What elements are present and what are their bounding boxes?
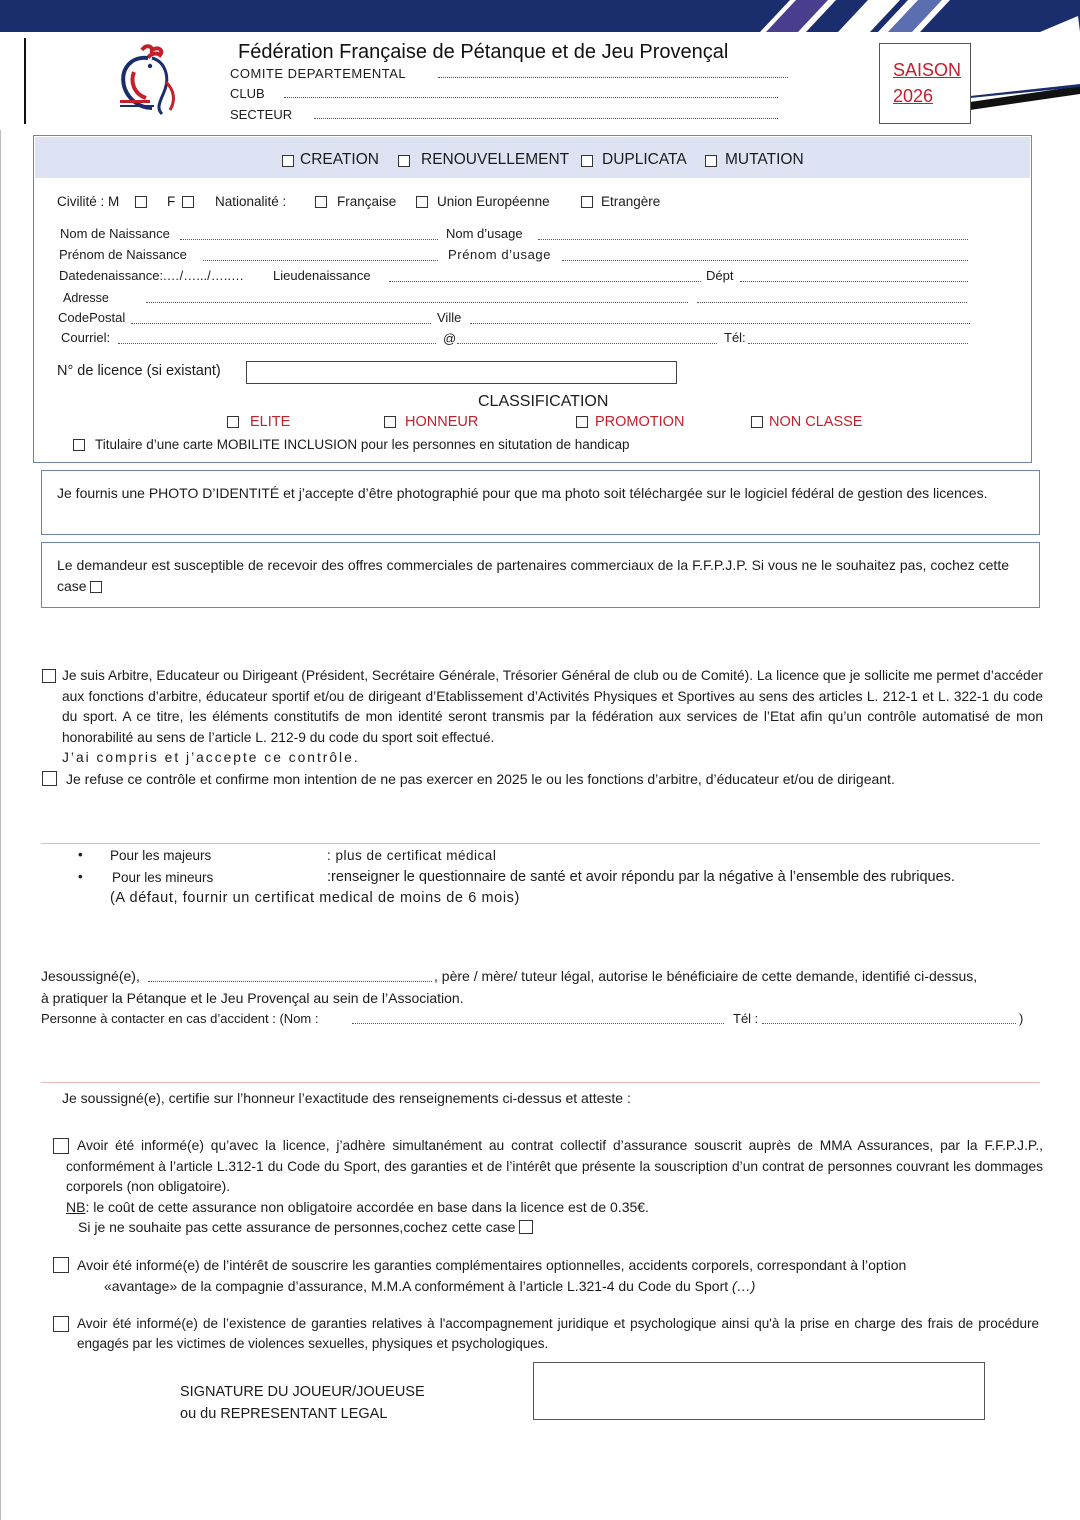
city-label: Ville [437,310,462,325]
identity-form [33,135,1032,463]
birth-name-label: Nom de Naissance [60,226,170,241]
non-classe-label: NON CLASSE [769,414,863,430]
adults-label: Pour les majeurs [110,848,212,863]
honneur-checkbox[interactable] [384,416,396,428]
contact-tel-label: Tél : [733,1011,759,1026]
minors-label: Pour les mineurs [112,870,214,885]
guardian-suffix: , père / mère/ tuteur légal, autorise le bénéficiaire de cette demande, identifié ci-dessus, [434,968,978,984]
optional-text-2-end: (…) [732,1278,756,1294]
nationality-foreign-label: Etrangère [601,194,661,209]
mutation-checkbox[interactable] [705,155,717,167]
guardian-line2: à pratiquer la Pétanque et le Jeu Provençal au sein de l’Association. [41,990,464,1006]
divider-medical [41,843,1040,844]
civility-female-label: F [167,194,176,209]
adults-bullet: • [78,847,83,862]
elite-label: ELITE [250,414,291,430]
email-at: @ [443,331,457,346]
nationality-eu-checkbox[interactable] [416,196,428,208]
club-label: CLUB [230,86,265,101]
elite-checkbox[interactable] [227,416,239,428]
sector-label: SECTEUR [230,107,293,122]
legal-checkbox[interactable] [53,1316,69,1332]
optional-text: Avoir été informé(e) de l’intérêt de souscrire les garanties complémentaires optionnelles, accidents corporels, correspondant à l’option [77,1257,907,1273]
birth-firstname-label: Prénom de Naissance [59,247,187,262]
civility-label: Civilité : M [57,194,120,209]
nb-label: NB [66,1199,86,1215]
city-field[interactable] [470,323,970,324]
birth-name-field[interactable] [180,239,438,240]
refuse-text: Je refuse ce contrôle et confirme mon intention de ne pas exercer en 2025 le ou les fonctions d’arbitre, d’éducateur et/ou de dirigeant. [66,771,895,787]
legal-text: Avoir été informé(e) de l’existence de garanties relatives à l'accompagnement juridique et psychologique ainsi qu'à la prise en charge des frais de procédure engagés par les victimes de violences sexuelles, physiques et psychologiques. [77,1316,1039,1351]
nationality-eu-label: Union Européenne [437,194,550,209]
left-rule [24,38,26,124]
usage-name-label: Nom d’usage [446,226,523,241]
promotion-label: PROMOTION [595,414,685,430]
email-domain-field[interactable] [457,343,717,344]
duplicate-checkbox[interactable] [581,155,593,167]
optional-checkbox[interactable] [53,1257,69,1273]
guardian-name-field[interactable] [148,981,432,982]
insurance-optout-line [78,1219,533,1235]
federation-title: Fédération Française de Pétanque et de Jeu Provençal [238,41,729,63]
optional-text-2-main: «avantage» de la compagnie d’assurance, M.M.A conformément à l’article L.321-4 du Code du Sport [104,1278,729,1294]
renewal-checkbox[interactable] [398,155,410,167]
commercial-notice-sentence: Le demandeur est susceptible de recevoir des offres commerciales de partenaires commerciaux de la F.F.P.J.P. Si vous ne le souhaitez pas, cochez cette case [57,557,1009,594]
guardian-prefix: Jesoussigné(e), [41,968,140,984]
birth-place-field[interactable] [389,281,701,282]
nationality-foreign-checkbox[interactable] [581,196,593,208]
address-field-2[interactable] [697,302,967,303]
postal-code-label: CodePostal [58,310,126,325]
rooster-logo-icon [112,42,187,120]
committee-field[interactable] [438,77,788,78]
creation-checkbox[interactable] [282,155,294,167]
season-label: SAISON [893,60,962,80]
referee-text: Je suis Arbitre, Educateur ou Dirigeant (Président, Secrétaire Générale, Trésorier Général de club ou de Comité). La licence que je sollicite me permet d’accéder aux fonctions d’arbitre, éducateur sportif et/ou de dirigeant d’Etablissement d’Activités Physiques et Sportives au sens des articles L. 212-1 et L. 322-1 du code du sport. A ce titre, les éléments constitutifs de mon identité seront transmis par la fédération aux services de l’Etat afin qu’un contrôle automatisé de mon honorabilité au sens de l’article L. 212-9 du code du sport soit effectué. [62,668,1043,745]
nb-line [66,1199,649,1215]
dept-label: Dépt [706,268,734,283]
season-box [879,43,971,124]
optional-text-2 [104,1278,755,1294]
referee-accept: J’ai compris et j’accepte ce contrôle. [62,750,360,765]
insurance-text: Avoir été informé(e) qu’avec la licence, j’adhère simultanément au contrat collectif d’assurance souscrit auprès de MMA Assurances, par la F.F.P.J.P., conformément à l’article L.312-1 du Code du Sport, des garanties et de l’intérêt que présente la souscription d’un contrat de personnes couvrant les dommages corporels (non obligatoire). [66,1138,1043,1194]
minors-bullet: • [78,869,83,884]
creation-label: CREATION [300,151,379,168]
mobility-label: Titulaire d’une carte MOBILITE INCLUSION pour les personnes en situtation de handicap [95,437,630,452]
nationality-french-label: Française [337,194,397,209]
medical-note: (A défaut, fournir un certificat medical de moins de 6 mois) [110,890,520,906]
dept-field[interactable] [740,281,968,282]
referee-checkbox[interactable] [42,669,56,683]
photo-notice-text: Je fournis une PHOTO D’IDENTITÉ et j’accepte d’être photographié pour que ma photo soit téléchargée sur le logiciel fédéral de gestion des licences. [57,485,988,501]
contact-end: ) [1019,1011,1024,1026]
certify-intro: Je soussigné(e), certifie sur l’honneur l’exactitude des renseignements ci-dessus et atteste : [62,1090,631,1106]
contact-tel-field[interactable] [762,1023,1016,1024]
address-field-1[interactable] [146,302,688,303]
birth-place-label: Lieudenaissance [273,268,371,283]
commercial-optout-checkbox[interactable] [90,581,102,593]
minors-value: :renseigner le questionnaire de santé et avoir répondu par la négative à l’ensemble des rubriques. [327,869,955,885]
committee-label: COMITE DEPARTEMENTAL [230,66,407,81]
usage-firstname-label: Prénom d’usage [448,247,552,262]
email-user-field[interactable] [118,343,436,344]
divider-certify [41,1082,1040,1083]
insurance-optout-text: Si je ne souhaite pas cette assurance de personnes,cochez cette case [78,1219,516,1235]
civility-female-checkbox[interactable] [182,196,194,208]
nb-text: : le coût de cette assurance non obligatoire accordée en base dans la licence est de 0.35€. [85,1199,649,1215]
non-classe-checkbox[interactable] [751,416,763,428]
classification-title: CLASSIFICATION [478,393,609,410]
civility-male-checkbox[interactable] [135,196,147,208]
duplicate-label: DUPLICATA [602,151,687,168]
contact-name-field[interactable] [352,1023,724,1024]
adults-value: : plus de certificat médical [327,848,497,863]
right-swoosh [970,84,1080,118]
email-label: Courriel: [61,330,111,345]
commercial-notice-text [57,555,1009,597]
postal-code-field[interactable] [131,323,431,324]
phone-field[interactable] [748,343,968,344]
phone-label: Tél: [724,330,746,345]
season-year: 2026 [893,86,934,106]
birth-date-field[interactable]: Datedenaissance:.…/….../…..… [59,268,244,283]
usage-name-field[interactable] [538,239,968,240]
mutation-label: MUTATION [725,151,804,168]
mobility-checkbox[interactable] [73,439,85,451]
nationality-label: Nationalité : [215,194,287,209]
usage-firstname-field[interactable] [562,260,968,261]
honneur-label: HONNEUR [405,414,479,430]
renewal-label: RENOUVELLEMENT [421,151,570,168]
club-field[interactable] [284,97,778,98]
page-left-edge [0,130,1,1520]
nationality-french-checkbox[interactable] [315,196,327,208]
signature-line2: ou du REPRESENTANT LEGAL [180,1406,388,1422]
licence-label: N° de licence (si existant) [57,363,221,379]
licence-input[interactable] [246,361,677,384]
signature-box[interactable] [533,1362,985,1420]
birth-firstname-field[interactable] [203,260,438,261]
banner-decoration [750,0,1080,34]
insurance-optout-checkbox[interactable] [519,1220,533,1234]
sector-field[interactable] [314,118,778,119]
contact-label: Personne à contacter en cas d’accident : (Nom : [41,1011,319,1026]
refuse-checkbox[interactable] [42,771,57,786]
promotion-checkbox[interactable] [576,416,588,428]
address-label: Adresse [63,291,109,305]
signature-line1: SIGNATURE DU JOUEUR/JOUEUSE [180,1384,425,1400]
